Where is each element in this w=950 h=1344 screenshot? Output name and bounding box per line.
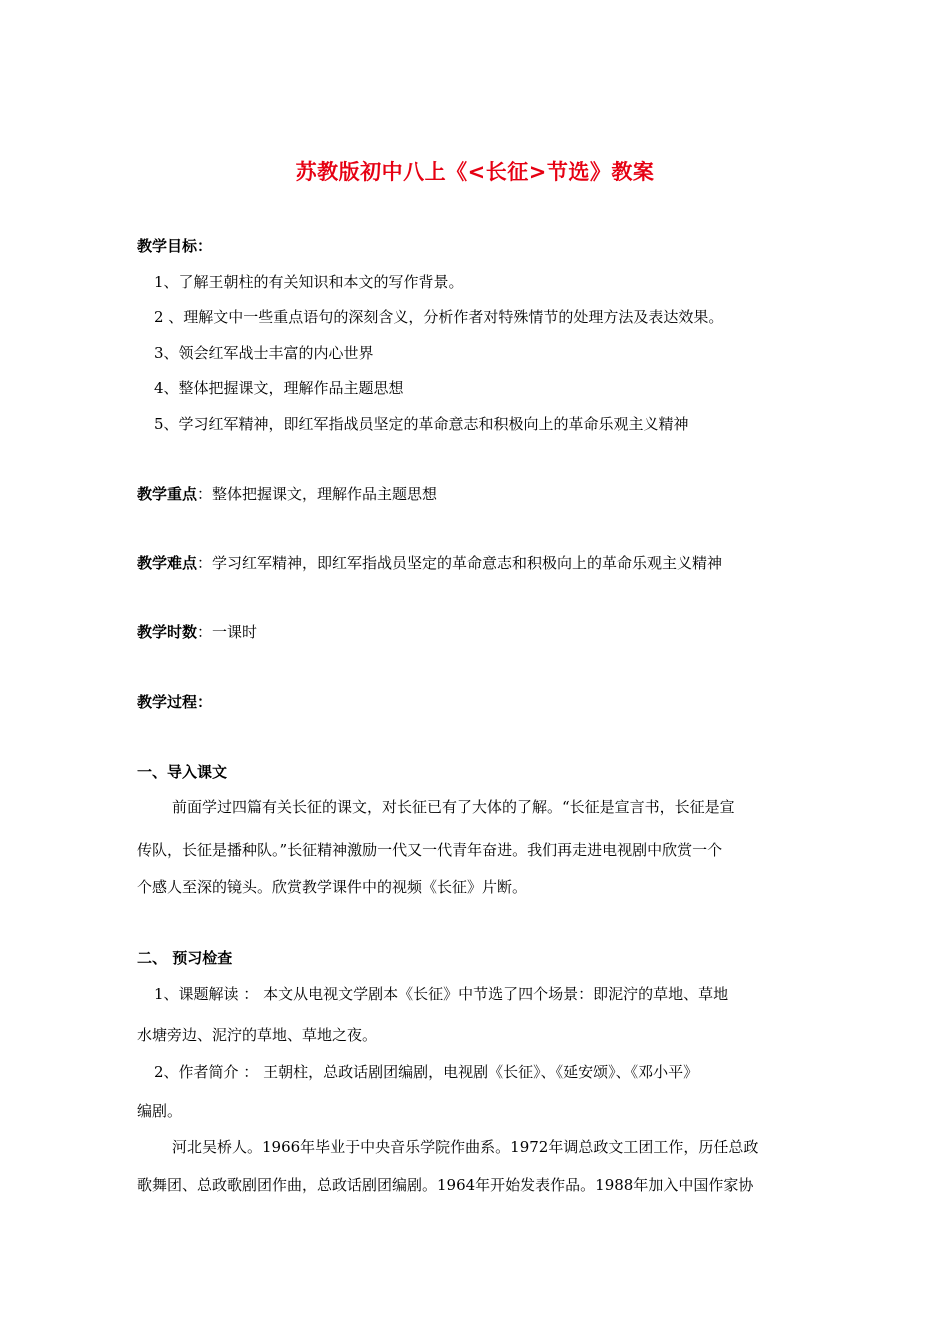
section2-item1-line-2: 水塘旁边、泥泞的草地、草地之夜。 (137, 1026, 378, 1044)
section1-heading: 一、导入课文 (137, 763, 228, 781)
goal-item-2: 2 、理解文中一些重点语句的深刻含义，分析作者对特殊情节的处理方法及表达效果。 (154, 308, 724, 326)
difficulty-row (137, 553, 722, 573)
section2-bio-line-2: 歌舞团、总政歌剧团作曲，总政话剧团编剧。1964年开始发表作品。1988年加入中国作家协 (137, 1176, 754, 1194)
key-point-text: ：整体把握课文，理解作品主题思想 (197, 485, 438, 503)
process-heading: 教学过程： (137, 693, 213, 711)
section2-item2-line-2: 编剧。 (137, 1102, 183, 1120)
hours-text: ：一课时 (197, 623, 258, 641)
section2-item1-line-1: 1、课题解读 ： 本文从电视文学剧本《长征》中节选了四个场景：即泥泞的草地、草地 (154, 985, 729, 1003)
section2-item2-line-1: 2、作者简介 ： 王朝柱，总政话剧团编剧，电视剧《长征》、《延安颂》、《邓小平》 (154, 1063, 699, 1081)
key-point-row (137, 484, 437, 504)
goal-item-1: 1、了解王朝柱的有关知识和本文的写作背景。 (154, 273, 464, 291)
document-title: 苏教版初中八上《<长征>节选》教案 (295, 160, 655, 184)
section2-heading: 二、 预习检查 (137, 949, 233, 967)
goal-item-5: 5、学习红军精神，即红军指战员坚定的革命意志和积极向上的革命乐观主义精神 (154, 415, 689, 433)
difficulty-text: ：学习红军精神，即红军指战员坚定的革命意志和积极向上的革命乐观主义精神 (197, 554, 723, 572)
goals-heading: 教学目标： (137, 237, 213, 255)
section1-para-line-1: 前面学过四篇有关长征的课文，对长征已有了大体的了解。“长征是宣言书，长征是宣 (172, 798, 735, 816)
hours-row (137, 622, 257, 642)
goal-item-4: 4、整体把握课文，理解作品主题思想 (154, 379, 404, 397)
goal-item-3: 3、领会红军战士丰富的内心世界 (154, 344, 374, 362)
hours-label: 教学时数 (137, 623, 198, 641)
key-point-label: 教学重点 (137, 485, 198, 503)
section1-para-line-2: 传队，长征是播种队。”长征精神激励一代又一代青年奋进。我们再走进电视剧中欣赏一个 (137, 841, 723, 859)
section2-bio-line-1: 河北吴桥人。1966年毕业于中央音乐学院作曲系。1972年调总政文工团工作，历任总政 (172, 1138, 759, 1156)
section1-para-line-3: 个感人至深的镜头。欣赏教学课件中的视频《长征》片断。 (137, 878, 528, 896)
difficulty-label: 教学难点 (137, 554, 198, 572)
